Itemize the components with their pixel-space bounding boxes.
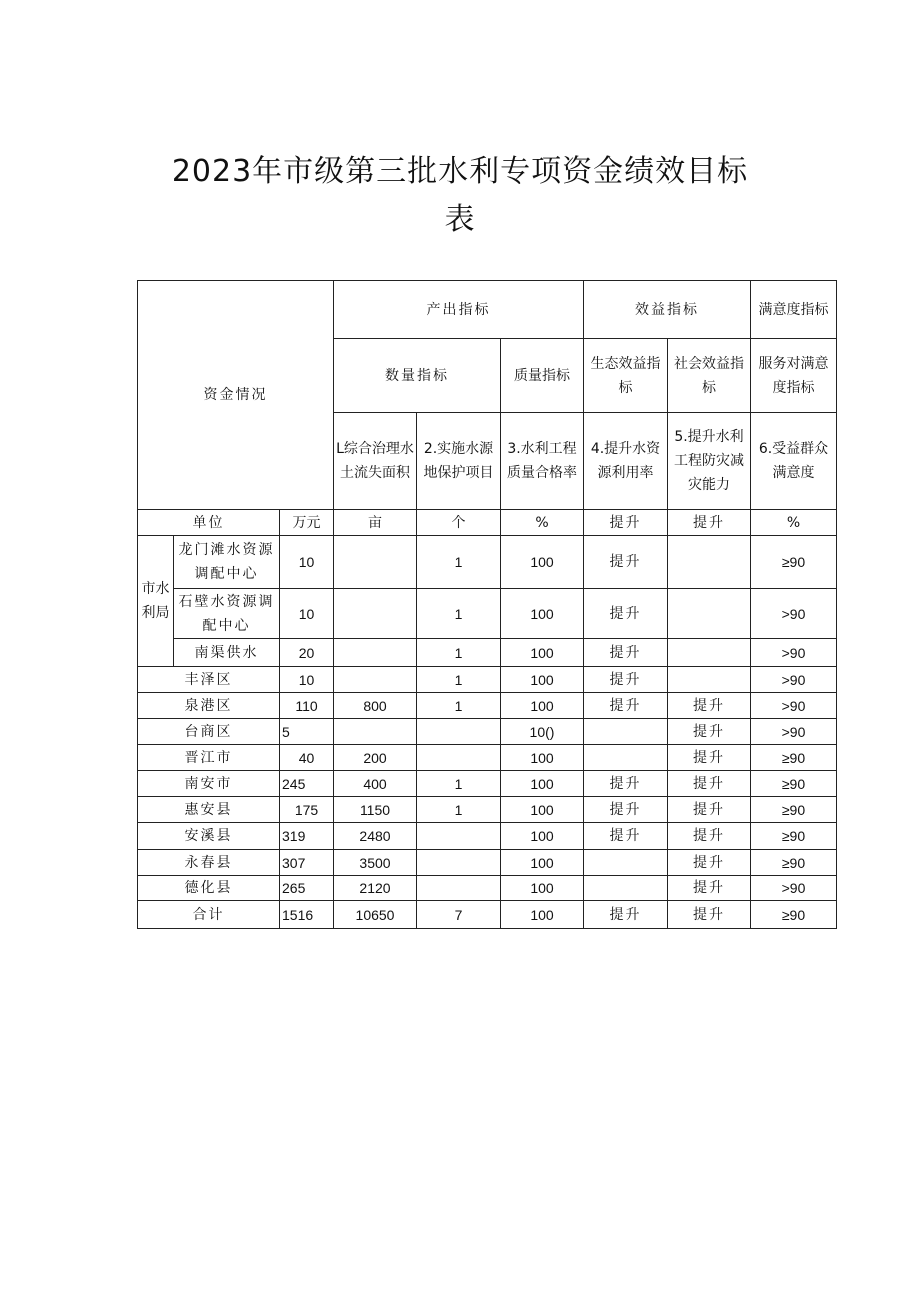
table-row — [138, 719, 837, 745]
row-eco: 提升 — [584, 639, 668, 667]
row-projects — [417, 719, 501, 745]
header-service: 服务对满意度指标 — [751, 339, 837, 413]
header-funds: 资金情况 — [138, 281, 334, 510]
row-funds: 110 — [280, 693, 334, 719]
row-quality: 100 — [501, 876, 584, 901]
row-eco — [584, 850, 668, 876]
table-row — [138, 850, 837, 876]
row-social: 提升 — [668, 876, 751, 901]
row-quality: 100 — [501, 745, 584, 771]
row-social: 提升 — [668, 745, 751, 771]
row-area: 200 — [334, 745, 417, 771]
row-eco: 提升 — [584, 693, 668, 719]
row-area — [334, 667, 417, 693]
indicator-2: 2.实施水源地保护项目 — [417, 413, 501, 510]
indicator-6: 6.受益群众满意度 — [751, 413, 837, 510]
row-funds: 319 — [280, 823, 334, 850]
row-projects: 1 — [417, 536, 501, 589]
performance-target-table — [137, 280, 837, 929]
page-title-line1: 2023年市级第三批水利专项资金绩效目标 — [171, 154, 749, 189]
row-social: 提升 — [668, 771, 751, 797]
row-social — [668, 536, 751, 589]
row-name: 惠安县 — [138, 797, 280, 823]
row-eco — [584, 745, 668, 771]
page-title-line2: 表 — [444, 202, 476, 237]
indicator-5: 5.提升水利工程防灾减灾能力 — [668, 413, 751, 510]
row-area: 800 — [334, 693, 417, 719]
row-area — [334, 589, 417, 639]
row-funds: 5 — [280, 719, 334, 745]
table-row — [138, 876, 837, 901]
row-name: 南渠供水 — [174, 639, 280, 667]
row-area: 2480 — [334, 823, 417, 850]
table-row — [138, 693, 837, 719]
row-funds: 245 — [280, 771, 334, 797]
row-quality: 100 — [501, 771, 584, 797]
row-satisfaction: >90 — [751, 719, 837, 745]
indicator-1: L综合治理水土流失面积 — [334, 413, 417, 510]
row-satisfaction: ≥90 — [751, 745, 837, 771]
row-projects: 1 — [417, 667, 501, 693]
row-social: 提升 — [668, 901, 751, 929]
row-eco: 提升 — [584, 667, 668, 693]
row-area: 400 — [334, 771, 417, 797]
row-area — [334, 536, 417, 589]
row-projects: 7 — [417, 901, 501, 929]
row-projects: 1 — [417, 693, 501, 719]
row-social: 提升 — [668, 797, 751, 823]
unit-quality: % — [501, 510, 584, 536]
row-name: 德化县 — [138, 876, 280, 901]
row-name: 泉港区 — [138, 693, 280, 719]
row-eco: 提升 — [584, 771, 668, 797]
row-quality: 100 — [501, 797, 584, 823]
row-name: 合计 — [138, 901, 280, 929]
row-area: 1150 — [334, 797, 417, 823]
row-name: 丰泽区 — [138, 667, 280, 693]
indicator-3: 3.水利工程质量合格率 — [501, 413, 584, 510]
row-funds: 265 — [280, 876, 334, 901]
row-funds: 10 — [280, 589, 334, 639]
row-quality: 100 — [501, 901, 584, 929]
row-projects — [417, 876, 501, 901]
row-area: 10650 — [334, 901, 417, 929]
unit-social: 提升 — [668, 510, 751, 536]
row-quality: 100 — [501, 667, 584, 693]
row-social — [668, 667, 751, 693]
group-label: 市水利局 — [138, 536, 174, 667]
row-eco — [584, 719, 668, 745]
row-eco: 提升 — [584, 589, 668, 639]
row-name: 永春县 — [138, 850, 280, 876]
row-name: 晋江市 — [138, 745, 280, 771]
table-row — [138, 771, 837, 797]
unit-eco: 提升 — [584, 510, 668, 536]
row-eco: 提升 — [584, 797, 668, 823]
row-satisfaction: ≥90 — [751, 901, 837, 929]
table-row — [138, 536, 837, 589]
row-quality: 100 — [501, 639, 584, 667]
row-social — [668, 589, 751, 639]
row-funds: 1516 — [280, 901, 334, 929]
row-satisfaction: ≥90 — [751, 850, 837, 876]
row-projects: 1 — [417, 771, 501, 797]
header-benefit: 效益指标 — [584, 281, 751, 339]
row-projects — [417, 745, 501, 771]
row-social: 提升 — [668, 850, 751, 876]
header-output: 产出指标 — [334, 281, 584, 339]
header-quantity: 数量指标 — [334, 339, 501, 413]
unit-funds: 万元 — [280, 510, 334, 536]
row-quality: 100 — [501, 823, 584, 850]
row-funds: 20 — [280, 639, 334, 667]
row-quality: 100 — [501, 589, 584, 639]
header-satisfaction: 满意度指标 — [751, 281, 837, 339]
row-projects — [417, 823, 501, 850]
row-quality: 100 — [501, 693, 584, 719]
row-eco: 提升 — [584, 901, 668, 929]
row-eco — [584, 876, 668, 901]
row-funds: 40 — [280, 745, 334, 771]
row-social: 提升 — [668, 823, 751, 850]
unit-area: 亩 — [334, 510, 417, 536]
table-row — [138, 797, 837, 823]
row-satisfaction: >90 — [751, 693, 837, 719]
row-funds: 307 — [280, 850, 334, 876]
row-satisfaction: >90 — [751, 667, 837, 693]
row-name: 南安市 — [138, 771, 280, 797]
header-social: 社会效益指标 — [668, 339, 751, 413]
row-social: 提升 — [668, 693, 751, 719]
row-name: 石壁水资源调配中心 — [174, 589, 280, 639]
table-row-total — [138, 901, 837, 929]
row-satisfaction: >90 — [751, 876, 837, 901]
row-name: 龙门滩水资源调配中心 — [174, 536, 280, 589]
row-satisfaction: ≥90 — [751, 823, 837, 850]
header-quality: 质量指标 — [501, 339, 584, 413]
row-eco: 提升 — [584, 536, 668, 589]
row-eco: 提升 — [584, 823, 668, 850]
row-quality: 100 — [501, 850, 584, 876]
row-quality: 100 — [501, 536, 584, 589]
row-satisfaction: ≥90 — [751, 536, 837, 589]
row-projects — [417, 850, 501, 876]
row-social: 提升 — [668, 719, 751, 745]
row-satisfaction: >90 — [751, 639, 837, 667]
unit-projects: 个 — [417, 510, 501, 536]
row-satisfaction: >90 — [751, 589, 837, 639]
row-quality: 10() — [501, 719, 584, 745]
row-area — [334, 639, 417, 667]
row-area: 2120 — [334, 876, 417, 901]
row-area — [334, 719, 417, 745]
table-row — [138, 589, 837, 639]
table-row — [138, 639, 837, 667]
row-name: 安溪县 — [138, 823, 280, 850]
row-projects: 1 — [417, 797, 501, 823]
row-name: 台商区 — [138, 719, 280, 745]
row-funds: 175 — [280, 797, 334, 823]
row-social — [668, 639, 751, 667]
row-satisfaction: ≥90 — [751, 797, 837, 823]
row-area: 3500 — [334, 850, 417, 876]
row-funds: 10 — [280, 536, 334, 589]
header-eco: 生态效益指标 — [584, 339, 668, 413]
unit-satisfaction: % — [751, 510, 837, 536]
unit-label: 单位 — [138, 510, 280, 536]
row-satisfaction: ≥90 — [751, 771, 837, 797]
row-funds: 10 — [280, 667, 334, 693]
indicator-4: 4.提升水资源利用率 — [584, 413, 668, 510]
table-row — [138, 823, 837, 850]
table-row — [138, 667, 837, 693]
row-projects: 1 — [417, 589, 501, 639]
table-row — [138, 745, 837, 771]
row-projects: 1 — [417, 639, 501, 667]
